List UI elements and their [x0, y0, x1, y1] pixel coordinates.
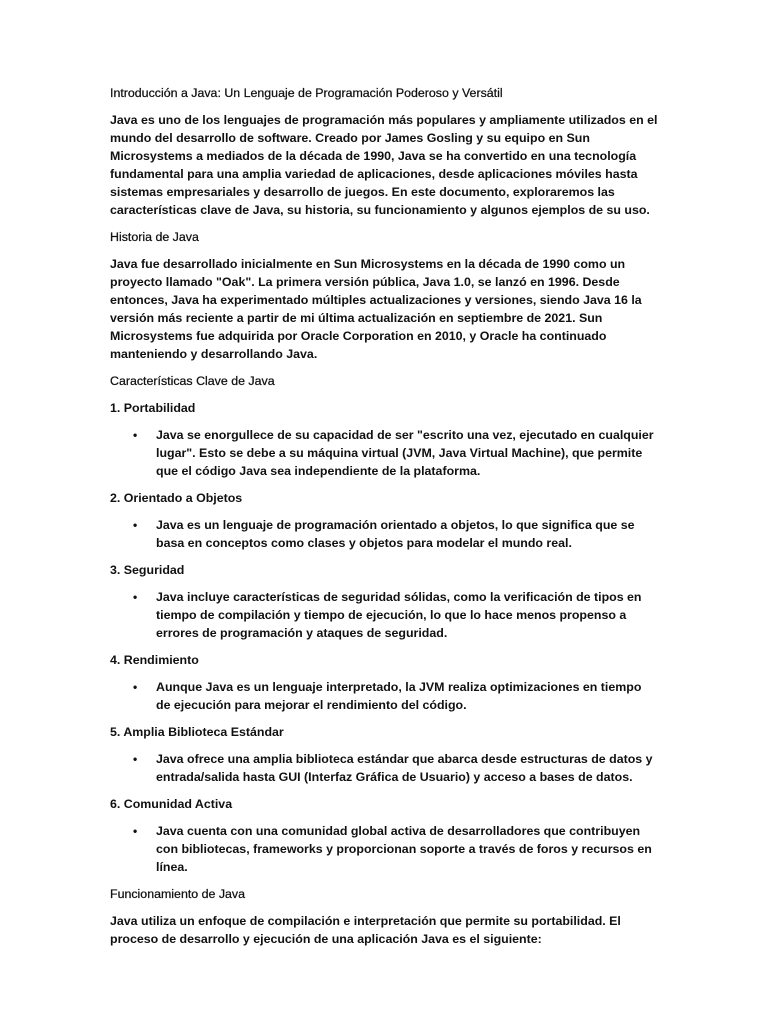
feature-description: Java ofrece una amplia biblioteca estándar que abarca desde estructuras de datos y entrada/salida hasta GUI (Interfaz Gráfica de Usuario) y acceso a bases de datos.: [156, 752, 653, 784]
feature-description: Java incluye características de seguridad sólidas, como la verificación de tipos en tiempo de compilación y tiempo de ejecución, lo que lo hace menos propenso a errores de programación y ataques de seguridad.: [156, 590, 642, 640]
feature-list: [110, 678, 658, 714]
feature-list: [110, 426, 658, 480]
feature-title: 2. Orientado a Objetos: [110, 491, 243, 505]
list-item: [133, 588, 658, 642]
bullet-icon: •: [133, 752, 138, 766]
functioning-paragraph: Java utiliza un enfoque de compilación e interpretación que permite su portabilidad. El proceso de desarrollo y ejecución de una aplicación Java es el siguiente:: [110, 914, 621, 946]
bullet-icon: •: [133, 680, 138, 694]
history-heading: Historia de Java: [110, 230, 199, 244]
list-item: [133, 426, 658, 480]
bullet-icon: •: [133, 824, 138, 838]
feature-description: Java se enorgullece de su capacidad de ser "escrito una vez, ejecutado en cualquier lugar". Esto se debe a su máquina virtual (JVM, Java Virtual Machine), que permite que el código Java sea independiente de la plataforma.: [156, 428, 654, 478]
document-title: Introducción a Java: Un Lenguaje de Programación Poderoso y Versátil: [110, 86, 503, 100]
document-page: [110, 84, 658, 957]
feature-list: [110, 750, 658, 786]
history-paragraph: Java fue desarrollado inicialmente en Sun Microsystems en la década de 1990 como un proyecto llamado "Oak". La primera versión pública, Java 1.0, se lanzó en 1996. Desde entonces, Java ha experimentado múltiples actualizaciones y versiones, siendo Java 16 la versión más reciente a partir de mi última actualización en septiembre de 2021. Sun Microsystems fue adquirida por Oracle Corporation en 2010, y Oracle ha continuado manteniendo y desarrollando Java.: [110, 257, 642, 361]
features-heading: Características Clave de Java: [110, 374, 275, 388]
list-item: [133, 750, 658, 786]
feature-list: [110, 516, 658, 552]
list-item: [133, 822, 658, 876]
bullet-icon: •: [133, 590, 138, 604]
functioning-heading: Funcionamiento de Java: [110, 887, 246, 901]
feature-list: [110, 822, 658, 876]
feature-title: 5. Amplia Biblioteca Estándar: [110, 725, 284, 739]
intro-paragraph: Java es uno de los lenguajes de programación más populares y ampliamente utilizados en el mundo del desarrollo de software. Creado por James Gosling y su equipo en Sun Microsystems a mediados de la década de 1990, Java se ha convertido en una tecnología fundamental para una amplia variedad de aplicaciones, desde aplicaciones móviles hasta sistemas empresariales y desarrollo de juegos. En este documento, exploraremos las características clave de Java, su historia, su funcionamiento y algunos ejemplos de su uso.: [110, 113, 658, 217]
feature-list: [110, 588, 658, 642]
bullet-icon: •: [133, 518, 138, 532]
feature-description: Java cuenta con una comunidad global activa de desarrolladores que contribuyen con bibliotecas, frameworks y proporcionan soporte a través de foros y recursos en línea.: [156, 824, 652, 874]
list-item: [133, 516, 658, 552]
bullet-icon: •: [133, 428, 138, 442]
feature-title: 6. Comunidad Activa: [110, 797, 233, 811]
feature-title: 4. Rendimiento: [110, 653, 199, 667]
feature-description: Java es un lenguaje de programación orientado a objetos, lo que significa que se basa en conceptos como clases y objetos para modelar el mundo real.: [156, 518, 635, 550]
feature-description: Aunque Java es un lenguaje interpretado, la JVM realiza optimizaciones en tiempo de ejecución para mejorar el rendimiento del código.: [156, 680, 642, 712]
list-item: [133, 678, 658, 714]
feature-title: 3. Seguridad: [110, 563, 185, 577]
feature-title: 1. Portabilidad: [110, 401, 196, 415]
